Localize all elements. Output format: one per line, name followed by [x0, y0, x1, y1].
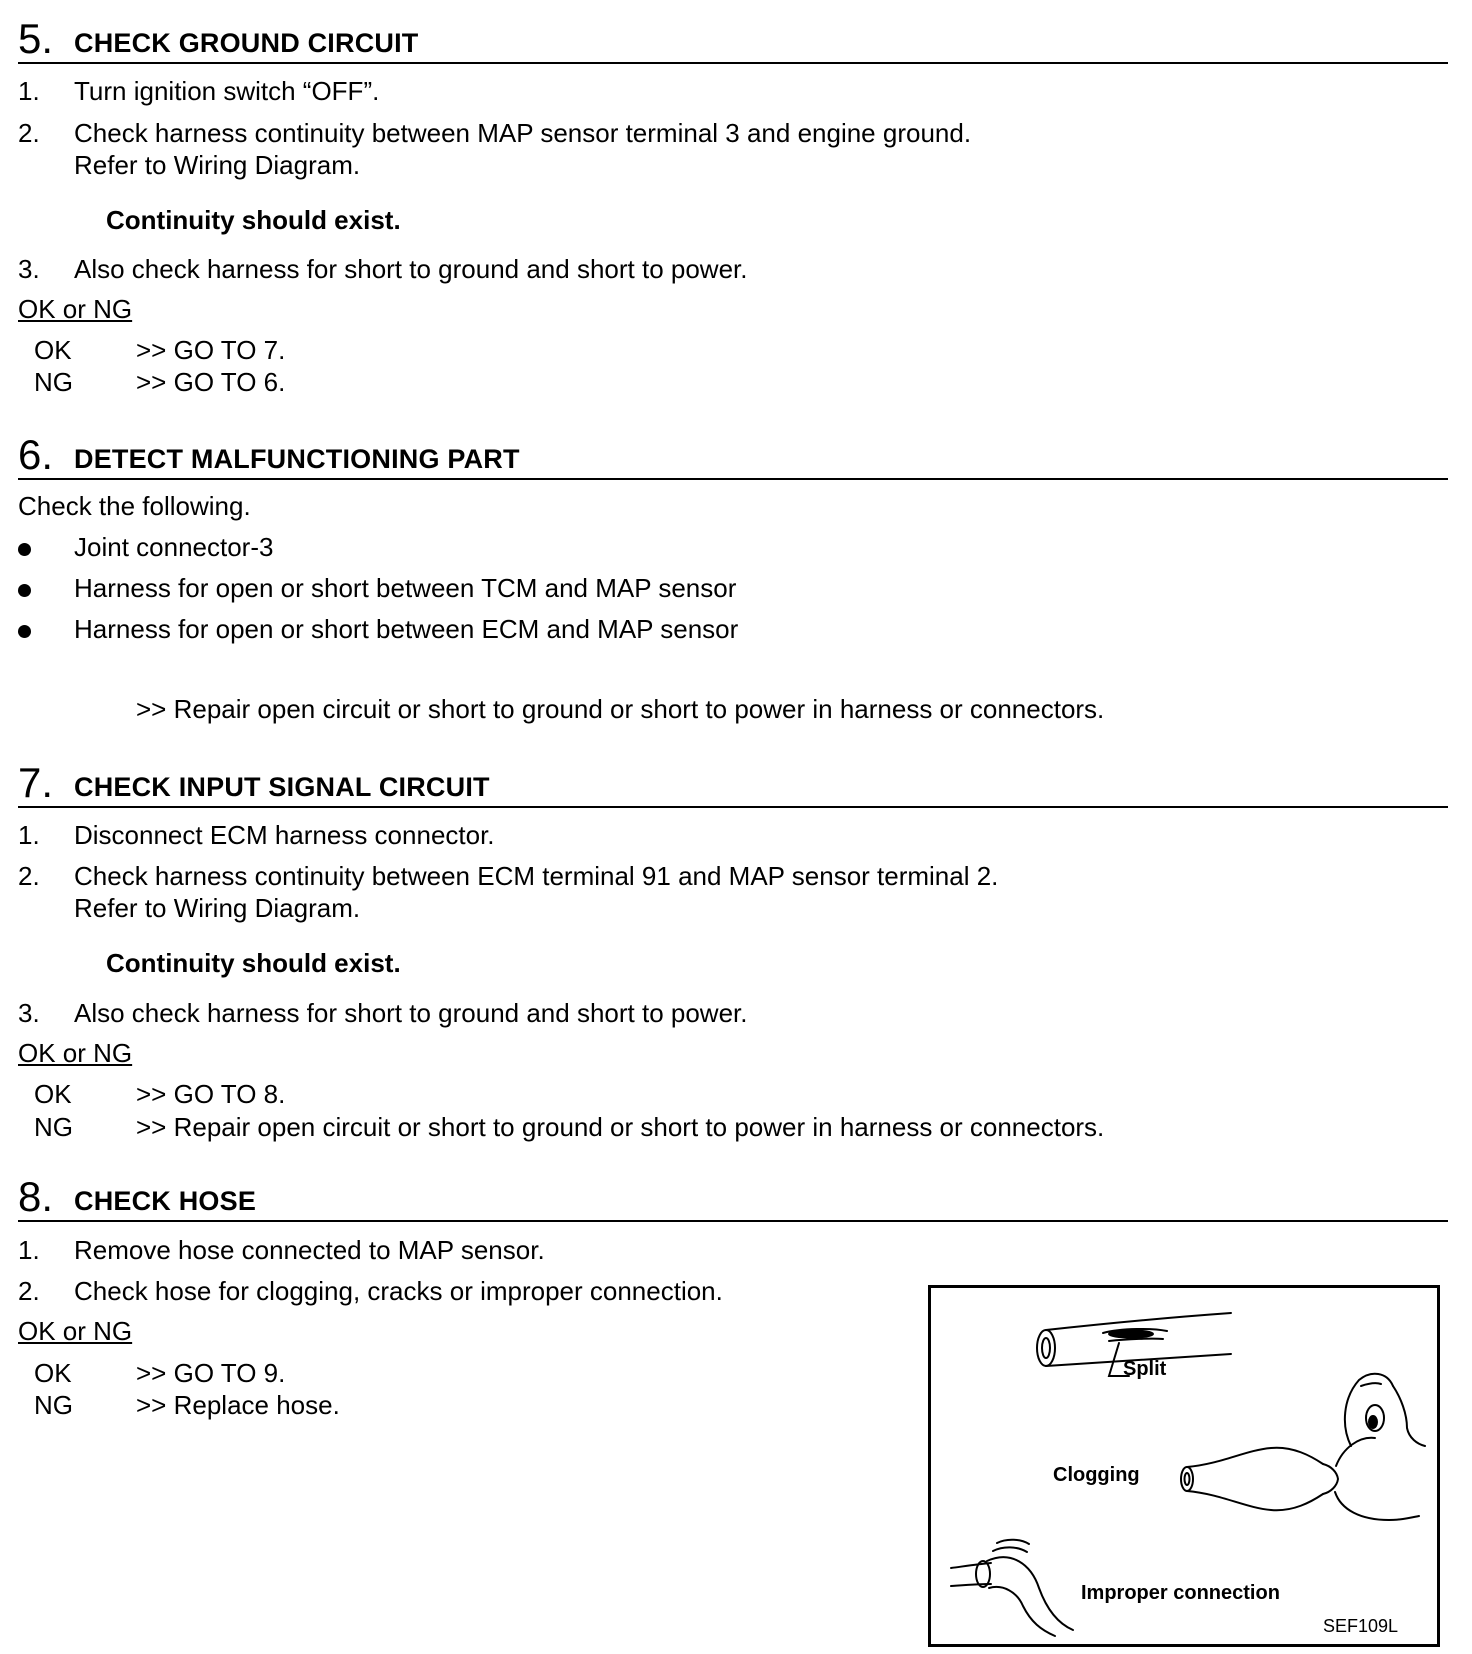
step-number: 2.	[18, 1276, 40, 1306]
ng-key: NG	[34, 1112, 73, 1142]
section-number: 7.	[18, 759, 54, 806]
step-number: 1.	[18, 1235, 40, 1265]
repair-result: >> Repair open circuit or short to ground or short to power in harness or connectors.	[136, 694, 1105, 724]
step-text: Remove hose connected to MAP sensor.	[74, 1235, 545, 1265]
section-number: 5.	[18, 15, 54, 62]
ok-result: >> GO TO 7.	[136, 335, 286, 365]
ng-result: >> Repair open circuit or short to ground or short to power in harness or connectors.	[136, 1112, 1105, 1142]
step-text: Check harness continuity between MAP sensor terminal 3 and engine ground.	[74, 118, 972, 148]
bullet-dot-icon	[18, 584, 31, 597]
step-number: 3.	[18, 254, 40, 284]
ok-result: >> GO TO 8.	[136, 1079, 286, 1109]
ng-key: NG	[34, 367, 73, 397]
step-number: 2.	[18, 861, 40, 891]
ng-result: >> Replace hose.	[136, 1390, 340, 1420]
improper-connection-label: Improper connection	[1081, 1582, 1280, 1604]
step-text-continued: Refer to Wiring Diagram.	[74, 893, 361, 923]
bullet-dot-icon	[18, 625, 31, 638]
bullet-text: Harness for open or short between ECM and MAP sensor	[74, 614, 739, 644]
bullet-dot-icon	[18, 543, 31, 556]
step-number: 3.	[18, 998, 40, 1028]
ok-or-ng-label: OK or NG	[18, 1038, 133, 1068]
section-number: 6.	[18, 431, 54, 478]
section-title: CHECK GROUND CIRCUIT	[74, 28, 419, 58]
hose-inspection-figure	[928, 1285, 1440, 1647]
figure-code: SEF109L	[1323, 1616, 1399, 1636]
ok-key: OK	[34, 1079, 72, 1109]
ng-result: >> GO TO 6.	[136, 367, 286, 397]
bullet-text: Harness for open or short between TCM and MAP sensor	[74, 573, 737, 603]
section-number: 8.	[18, 1173, 54, 1220]
section-6-header	[18, 430, 1448, 480]
section-title: CHECK HOSE	[74, 1186, 257, 1216]
bullet-text: Joint connector-3	[74, 532, 274, 562]
step-text: Disconnect ECM harness connector.	[74, 820, 495, 850]
ok-or-ng-label: OK or NG	[18, 294, 133, 324]
step-text: Also check harness for short to ground and short to power.	[74, 998, 748, 1028]
clogging-label: Clogging	[1053, 1464, 1140, 1486]
section-7-header	[18, 758, 1448, 808]
spec-text: Continuity should exist.	[106, 948, 401, 978]
section-title: DETECT MALFUNCTIONING PART	[74, 444, 520, 474]
step-text: Also check harness for short to ground and short to power.	[74, 254, 748, 284]
step-number: 2.	[18, 118, 40, 148]
clogging-hose-drawing	[1181, 1374, 1425, 1520]
spec-text: Continuity should exist.	[106, 205, 401, 235]
step-text: Check harness continuity between ECM terminal 91 and MAP sensor terminal 2.	[74, 861, 999, 891]
ok-result: >> GO TO 9.	[136, 1358, 286, 1388]
section-8-header	[18, 1172, 1448, 1222]
step-text: Turn ignition switch “OFF”.	[74, 76, 380, 106]
step-text-continued: Refer to Wiring Diagram.	[74, 150, 361, 180]
section-5-header	[18, 14, 1448, 64]
step-number: 1.	[18, 76, 40, 106]
improper-connection-drawing	[951, 1540, 1073, 1636]
step-text: Check hose for clogging, cracks or improper connection.	[74, 1276, 723, 1306]
step-number: 1.	[18, 820, 40, 850]
section-title: CHECK INPUT SIGNAL CIRCUIT	[74, 772, 490, 802]
ok-or-ng-label: OK or NG	[18, 1316, 133, 1346]
split-label: Split	[1123, 1358, 1167, 1380]
intro-text: Check the following.	[18, 491, 251, 521]
ok-key: OK	[34, 1358, 72, 1388]
ng-key: NG	[34, 1390, 73, 1420]
ok-key: OK	[34, 335, 72, 365]
